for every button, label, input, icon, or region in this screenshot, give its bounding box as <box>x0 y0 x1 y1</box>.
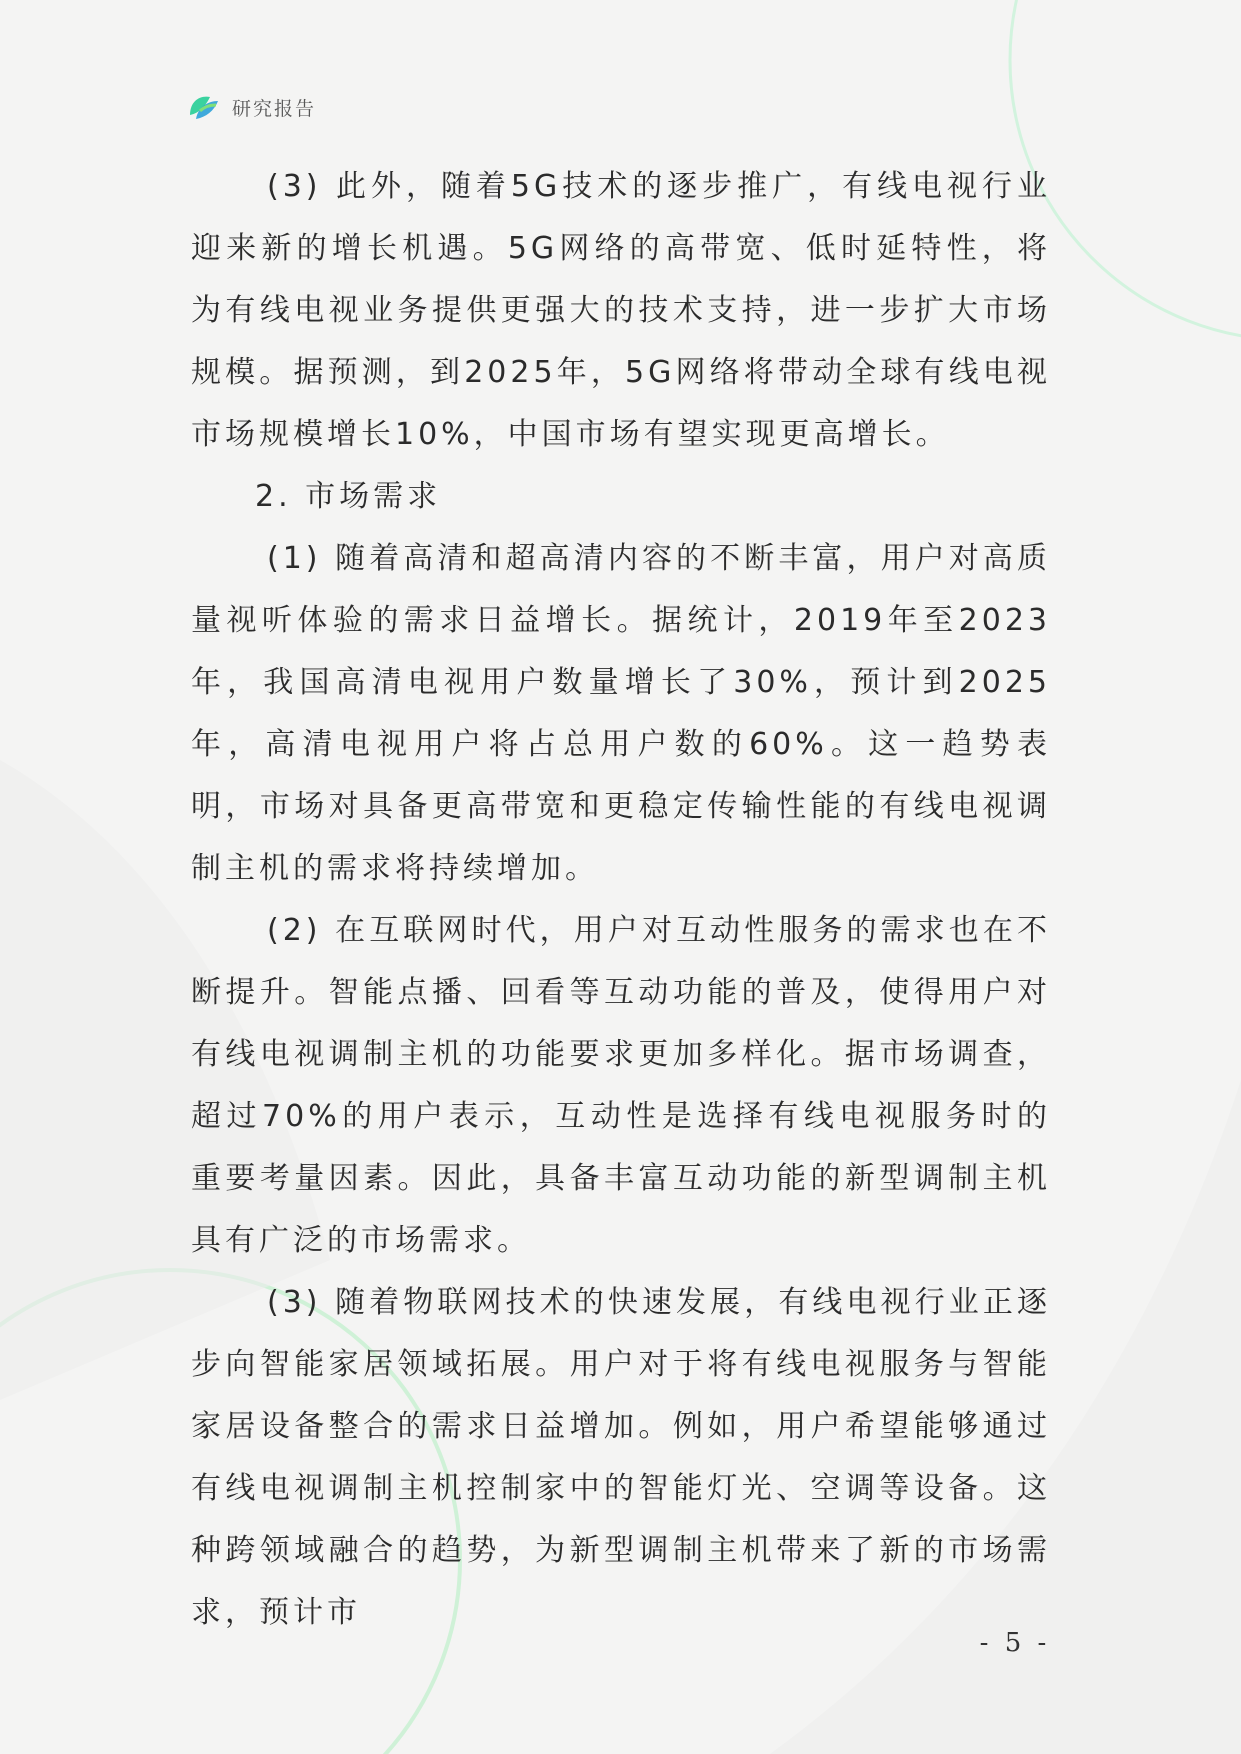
report-header <box>186 89 316 125</box>
section-heading-market-demand: 2. 市场需求 <box>255 479 442 514</box>
paragraph-5g-growth: (3) 此外，随着5G技术的逐步推广，有线电视行业迎来新的增长机遇。5G网络的高带宽、低时延特性，将为有线电视业务提供更强大的技术支持，进一步扩大市场规模。据预测，到2025年，5G网络将带动全球有线电视市场规模增长10%，中国市场有望实现更高增长。 <box>191 169 1051 452</box>
document-body <box>191 156 1051 1644</box>
leaf-logo-icon <box>186 89 222 125</box>
header-title: 研究报告 <box>232 97 317 120</box>
paragraph-interactive-demand: (2) 在互联网时代，用户对互动性服务的需求也在不断提升。智能点播、回看等互动功能的普及，使得用户对有线电视调制主机的功能要求更加多样化。据市场调查，超过70%的用户表示，互动性是选择有线电视服务时的重要考量因素。因此，具备丰富互动功能的新型调制主机具有广泛的市场需求。 <box>191 913 1051 1258</box>
page-number: - 5 - <box>979 1628 1051 1658</box>
paragraph-hd-demand: (1) 随着高清和超高清内容的不断丰富，用户对高质量视听体验的需求日益增长。据统计，2019年至2023年，我国高清电视用户数量增长了30%，预计到2025年，高清电视用户将占总用户数的60%。这一趋势表明，市场对具备更高带宽和更稳定传输性能的有线电视调制主机的需求将持续增加。 <box>191 541 1051 886</box>
paragraph-smart-home-demand: (3) 随着物联网技术的快速发展，有线电视行业正逐步向智能家居领域拓展。用户对于将有线电视服务与智能家居设备整合的需求日益增加。例如，用户希望能够通过有线电视调制主机控制家中的智能灯光、空调等设备。这种跨领域融合的趋势，为新型调制主机带来了新的市场需求，预计市 <box>191 1285 1051 1630</box>
